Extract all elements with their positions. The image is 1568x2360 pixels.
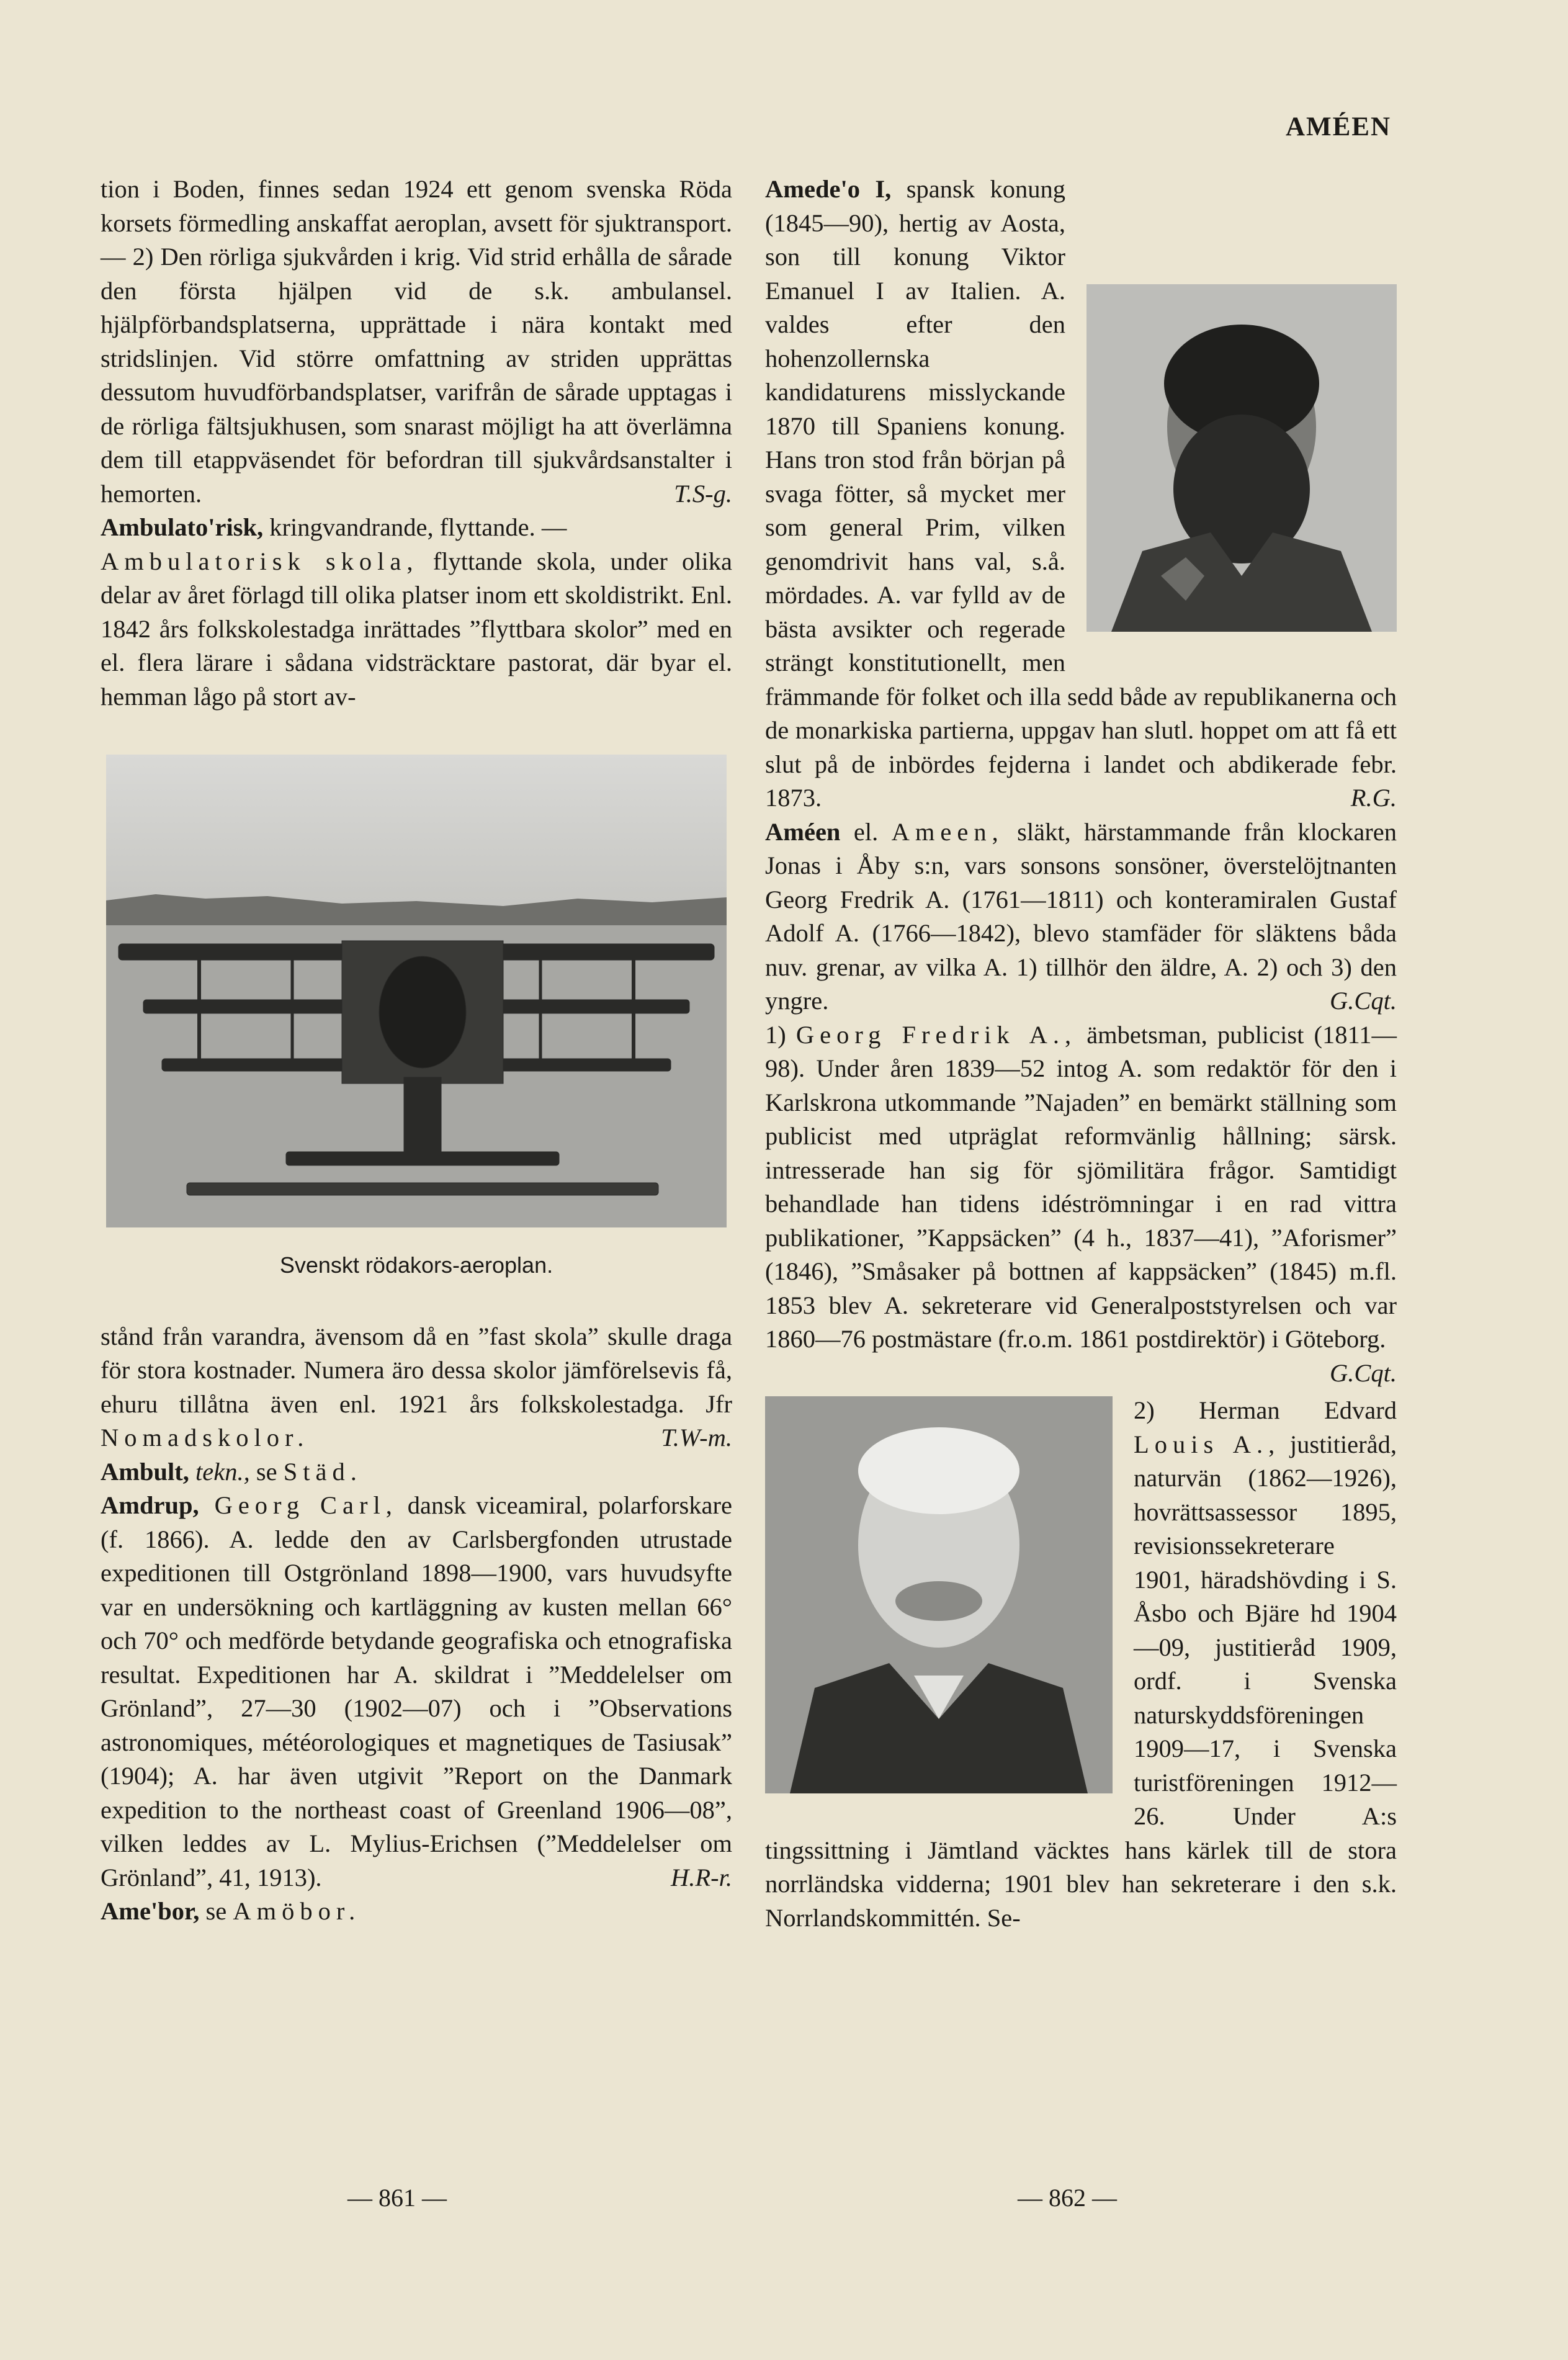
signature: T.W-m. bbox=[661, 1424, 732, 1451]
portrait-herman-louis bbox=[765, 1396, 1113, 1803]
signature: G.Cqt. bbox=[1329, 1358, 1397, 1387]
article-ambulans-end: tion i Boden, finnes sedan 1924 ett genom svenska Röda korsets förmedling anskaffat aeroplan, avsett för sjuktransport. — 2) Den rörliga sjukvården i krig. Vid strid erhålla de sårade den första hjälpen vid de s.k. ambulansel. hjälpförbandsplatserna, upprättade i nära kontakt med stridslinjen. Vid större omfattning av striden upprättas dessutom huvudförbandsplatser, varifrån de sårade upptagas i de rörliga fältsjukhusen, som snarast möjligt ha att överlämna dem till etappväsendet för befordran till sjukvårdsanstalter i hemorten. T.S-g. bbox=[101, 173, 732, 511]
figure-caption: Svenskt rödakors-aeroplan. bbox=[279, 1252, 553, 1278]
article-herman-louis: 2) Herman Edvard Louis A., justitieråd, naturvän (1862—1926), hovrättsassessor 1895, revisionssekreterare 1901, häradshövding i S. Åsbo och Bjäre hd 1904—09, justitieråd 1909, ordf. i Svenska naturskyddsföreningen 1909—17, i Svenska turistföreningen 1912—26. Under A:s tingssittning i Jämtland väcktes hans kärlek till de stora norrländska vidderna; 1901 blev han sekreterare i den s.k. Norrlandskommittén. Se- bbox=[765, 1396, 1397, 1932]
article-georg-fredrik: 1) Georg Fredrik A., ämbetsman, publicist (1811—98). Under åren 1839—52 intog A. som redaktör för den i Karlskrona utkommande ”Najaden” en bemärkt ställning som publicist med utpräglat reformvänlig hållning; särsk. intresserade han sig för sjömilitära frågor. Samtidigt behandlade han tidens idéströmningar i en rad vittra publikationer, ”Kappsäcken” (4 h., 1837—41), ”Aforismer” (1846), ”Småsaker på bottnen af kappsäcken” (1845) m.fl. 1853 blev A. sekreterare vid Generalpoststyrelsen och var 1860—76 postmästare (fr.o.m. 1861 postdirektör) i Göteborg. G.Cqt. bbox=[765, 1018, 1397, 1357]
article-ameen-family: Améen el. Ameen, släkt, härstammande från klockaren Jonas i Åby s:n, vars sonsons sonsöner, överstelöjtnanten Georg Fredrik A. (1761—1811) och konteramiralen Gustaf Adolf A. (1766—1842), blevo stamfäder för släktens båda nuv. grenar, av vilka A. 1) tillhör den äldre, A. 2) och 3) den yngre. G.Cqt. bbox=[765, 815, 1397, 1018]
page-number-right: — 862 — bbox=[1018, 2184, 1117, 2212]
signature: H.R-r. bbox=[671, 1863, 732, 1891]
signature: R.G. bbox=[1350, 784, 1397, 812]
left-column bbox=[101, 173, 732, 1929]
aeroplane-photo bbox=[106, 755, 727, 1227]
article-ambulatorisk: Ambulato'risk, kringvandrande, flyttande. — Ambulatorisk skola, flyttande skola, under olika delar av året förlagd till olika platser inom ett skoldistrikt. Enl. 1842 års folkskolestadga inrättades ”flyttbara skolor” med en el. flera lärare i sådana vidsträcktare pastorat, där byar el. hemman lågo på stort av- bbox=[101, 513, 732, 711]
page-number-left: — 861 — bbox=[347, 2184, 447, 2212]
running-head: AMÉEN bbox=[1285, 112, 1391, 141]
signature: G.Cqt. bbox=[1329, 987, 1397, 1015]
article-ambult: Ambult, tekn., se Städ. bbox=[101, 1457, 362, 1486]
article-amedeo: Amede'o I, spansk konung (1845—90), hertig av Aosta, son till konung Viktor Emanuel I av Italien. A. valdes efter den hohenzollernska kandidaturens misslyckande 1870 till Spaniens konung. Hans tron stod från början på svaga fötter, så mycket mer som general Prim, vilken genomdrivit hans val, s.å. mördades. A. var fylld av de bästa avsikter och regerade strängt konstitutionellt, men främmande för folket och illa sedd både av republikanerna och de monarkiska partierna, uppgav han slutl. hoppet om att få ett slut på de inbördes fejderna i landet och abdikerade febr. 1873. R.G. bbox=[765, 173, 1397, 815]
figure-aeroplane bbox=[101, 755, 732, 1283]
article-amdrup: Amdrup, Georg Carl, dansk viceamiral, polarforskare (f. 1866). A. ledde den av Carlsbergfonden utrustade expeditionen till Ostgrönland 1898—1900, vars huvudsyfte var en undersökning och kartläggning av kusten mellan 66° och 70° och medförde betydande geografiska och etnografiska resultat. Expeditionen har A. skildrat i ”Meddelelser om Grönland”, 27—30 (1902—07) och i ”Observations astronomiques, météorologiques et magnetiques de Tasiusak” (1904); A. har även utgivit ”Report on the Danmark expedition to the northeast coast of Greenland 1906—08”, vilken leddes av L. Mylius-Erichsen (”Meddelelser om Grönland”, 41, 1913). H.R-r. bbox=[101, 1489, 732, 1895]
portrait-amedeo bbox=[1086, 284, 1397, 641]
right-column bbox=[765, 173, 1397, 1935]
article-amebor: Ame'bor, se Amöbor. bbox=[101, 1897, 361, 1925]
signature: T.S-g. bbox=[674, 479, 732, 508]
article-ambulatorisk-cont: stånd från varandra, ävensom då en ”fast skola” skulle draga för stora kostnader. Numera äro dessa skolor jämförelsevis få, ehuru tillåtna även enl. 1921 års folkskolestadga. Jfr Nomadskolor. T.W-m. bbox=[101, 1320, 732, 1455]
